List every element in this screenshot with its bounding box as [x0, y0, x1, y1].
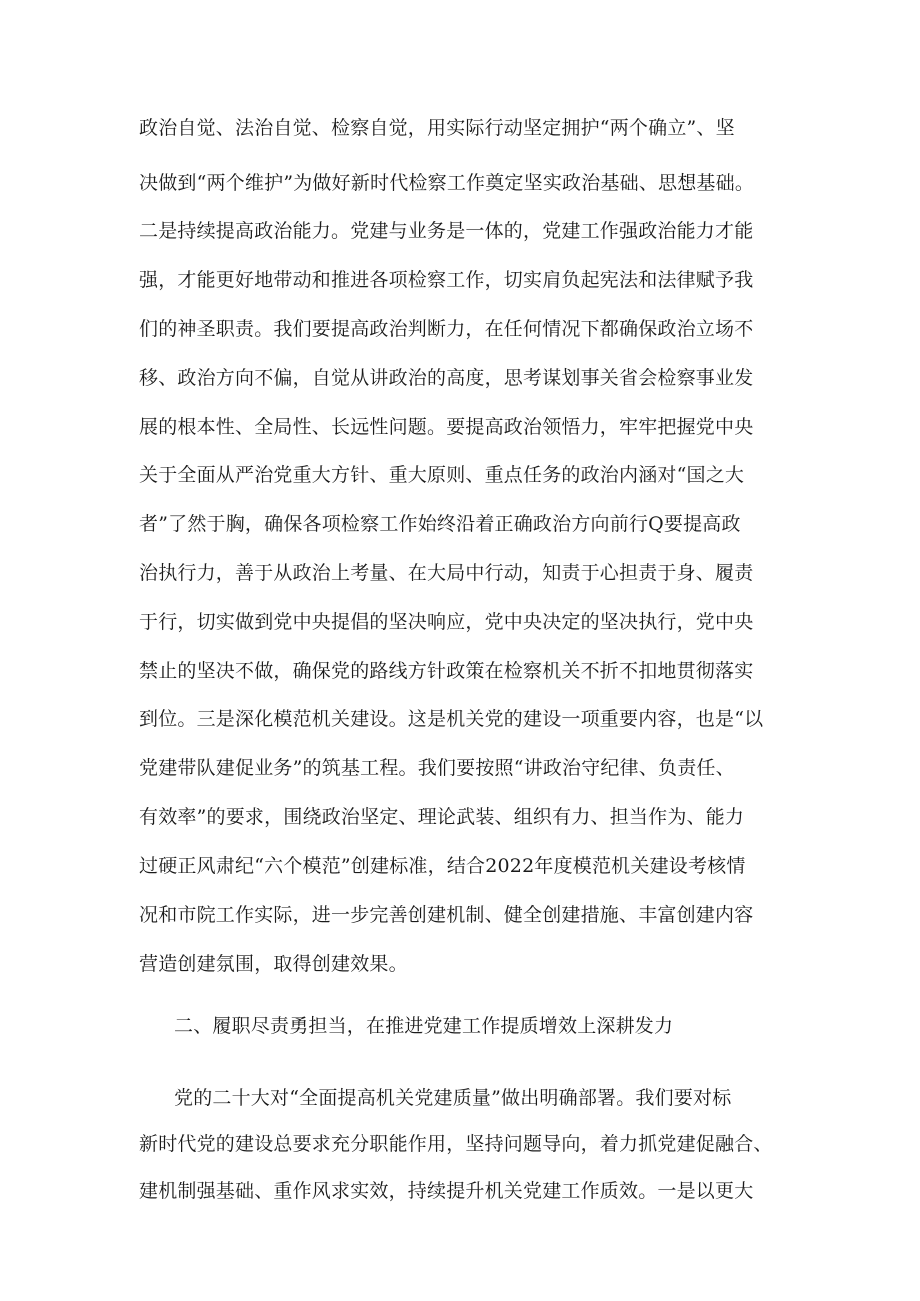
body-text-line: 营造创建氛围，取得创建效果。 — [139, 953, 408, 975]
body-text-line: 二是持续提高政治能力。党建与业务是一体的，党建工作强政治能力才能 — [139, 220, 754, 242]
body-text-line: 于行，切实做到党中央提倡的坚决响应，党中央决定的坚决执行，党中央 — [139, 611, 754, 633]
body-text-line: 新时代党的建设总要求充分职能作用，坚持问题导向，着力抓党建促融合、 — [139, 1133, 773, 1155]
body-text-line: 党的二十大对“全面提高机关党建质量”做出明确部署。我们要对标 — [174, 1087, 732, 1109]
body-text-line: 关于全面从严治党重大方针、重大原则、重点任务的政治内涵对“国之大 — [139, 464, 745, 486]
body-text-line: 们的神圣职责。我们要提高政治判断力，在任何情况下都确保政治立场不 — [139, 318, 754, 340]
section-heading: 二、履职尽责勇担当，在推进党建工作提质增效上深耕发力 — [174, 1015, 674, 1037]
body-text-line: 禁止的坚决不做，确保党的路线方针政策在检察机关不折不扣地贯彻落实 — [139, 660, 754, 682]
body-text-line: 过硬正风肃纪“六个模范”创建标准，结合2022年度模范机关建设考核情 — [139, 855, 746, 877]
body-text-line: 强，才能更好地带动和推进各项检察工作，切实肩负起宪法和法律赋予我 — [139, 269, 754, 291]
body-text-line: 移、政治方向不偏，自觉从讲政治的高度，思考谋划事关省会检察事业发 — [139, 367, 754, 389]
body-text-line: 到位。三是深化模范机关建设。这是机关党的建设一项重要内容，也是“以 — [139, 708, 764, 730]
body-text-line: 展的根本性、全局性、长远性问题。要提高政治领悟力，牢牢把握党中央 — [139, 416, 754, 438]
body-text-line: 况和市院工作实际，进一步完善创建机制、健全创建措施、丰富创建内容 — [139, 904, 754, 926]
body-text-line: 者”了然于胸，确保各项检察工作始终沿着正确政治方向前行Q要提高政 — [139, 513, 741, 535]
body-text-line: 党建带队建促业务”的筑基工程。我们要按照“讲政治守纪律、负责任、 — [139, 757, 735, 779]
body-text-line: 建机制强基础、重作风求实效，持续提升机关党建工作质效。一是以更大 — [139, 1180, 754, 1202]
body-text-line: 决做到“两个维护”为做好新时代检察工作奠定坚实政治基础、思想基础。 — [139, 172, 755, 194]
body-text-line: 政治自觉、法治自觉、检察自觉，用实际行动坚定拥护“两个确立”、坚 — [139, 117, 735, 139]
body-text-line: 有效率”的要求，围绕政治坚定、理论武装、组织有力、担当作为、能力 — [139, 806, 745, 828]
body-text-line: 治执行力，善于从政治上考量、在大局中行动，知责于心担责于身、履责 — [139, 562, 754, 584]
